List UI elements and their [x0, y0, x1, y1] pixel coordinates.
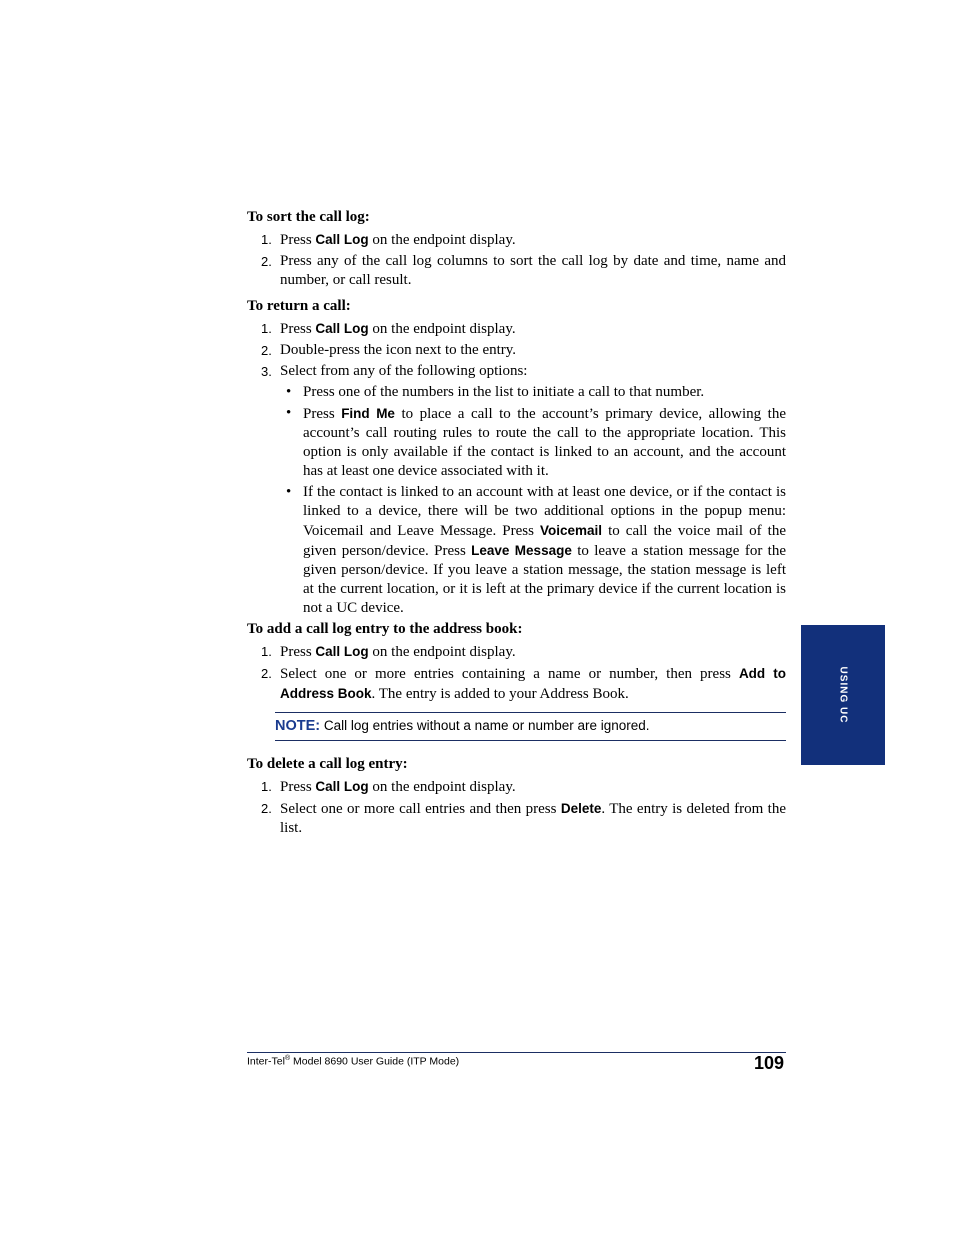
delete-steps — [247, 777, 786, 838]
heading-sort-call-log: To sort the call log: — [247, 209, 370, 225]
bullet-icon: • — [286, 405, 292, 421]
list-item: • If the contact is linked to an account with at least one device, or if the contact is linked to a device, there will be two additional options in the popup menu: Voicemail and Leave Message. Press Voicemail to call the voice mail of the given person/device. Press Leave Message to leave a station message for the given person/device. If you leave a station message, the station message is left at the current location, or it is left at the primary device if the current location is not a UC device. — [286, 484, 787, 616]
key-label: Delete — [560, 801, 602, 816]
heading-return-call: To return a call: — [247, 298, 351, 314]
list-item: 1. Press Call Log on the endpoint display. — [261, 321, 516, 337]
list-item: 1. Press Call Log on the endpoint display. — [261, 779, 516, 795]
page-number: 109 — [753, 1053, 784, 1073]
list-item: 1. Press Call Log on the endpoint display. — [261, 232, 516, 248]
key-label: Call Log — [315, 779, 369, 794]
list-item: 2. Select one or more call entries and then press Delete. The entry is deleted from the list. — [261, 801, 786, 836]
bullet-icon: • — [286, 484, 292, 500]
list-item: 2. Select one or more entries containing a name or number, then press Add to Address Book. The entry is added to your Address Book. — [261, 666, 786, 702]
list-item: 2. Press any of the call log columns to sort the call log by date and time, name and number, or call result. — [261, 253, 786, 288]
key-label: Call Log — [315, 321, 369, 336]
footer-divider — [247, 1052, 786, 1053]
list-item: • Press Find Me to place a call to the account’s primary device, allowing the account’s call routing rules to route the call to the appropriate location. This option is only available if the contact is linked to an account, and the account has at least one device associated with it. — [286, 405, 787, 479]
note-text: Call log entries without a name or number are ignored. — [320, 718, 650, 733]
key-label: Call Log — [315, 232, 369, 247]
return-steps — [247, 319, 786, 618]
add-steps — [247, 642, 786, 704]
key-label: Leave Message — [471, 543, 572, 558]
section-side-tab — [801, 625, 885, 765]
note-box — [275, 712, 786, 741]
key-label: Find Me — [341, 406, 395, 421]
heading-add-address-book: To add a call log entry to the address book: — [247, 621, 523, 637]
key-label: Add to Address Book — [280, 666, 786, 701]
note-label: NOTE: — [275, 718, 321, 734]
heading-delete-entry: To delete a call log entry: — [247, 756, 408, 772]
key-label: Voicemail — [540, 523, 603, 538]
list-item: 2. Double-press the icon next to the entry. — [261, 342, 517, 358]
key-label: Call Log — [315, 644, 369, 659]
bullet-icon: • — [286, 384, 292, 400]
sort-steps — [247, 230, 786, 290]
list-item: 1. Press Call Log on the endpoint display. — [261, 644, 516, 660]
list-item: 3. Select from any of the following options: • Press one of the numbers in the list to initiate a call to that number. • Press Find Me to place a call to the account’s primary device, allowing the account’s call routing rules to route the call to the appropriate location. This option is only available if the contact is linked to an account, and the account has at least one device associated with it. • If the contact is linked to an account with at least one device, or if the contact is linked to a device, there will be two additional options in the popup menu: Voicemail and Leave Message. Press Voicemail to call the voice mail of the given person/device. Press Leave Message to leave a station message for the given person/device. If you leave a station message, the station message is left at the current location, or it is left at the primary device if the current location is not a UC device. — [261, 363, 787, 616]
return-options — [280, 383, 786, 618]
footer-title: Inter-Tel® Model 8690 User Guide (ITP Mode) — [247, 1055, 460, 1068]
list-item: • Press one of the numbers in the list to initiate a call to that number. — [286, 384, 705, 400]
side-tab-label: USING UC — [837, 666, 849, 724]
page-content — [247, 208, 786, 840]
